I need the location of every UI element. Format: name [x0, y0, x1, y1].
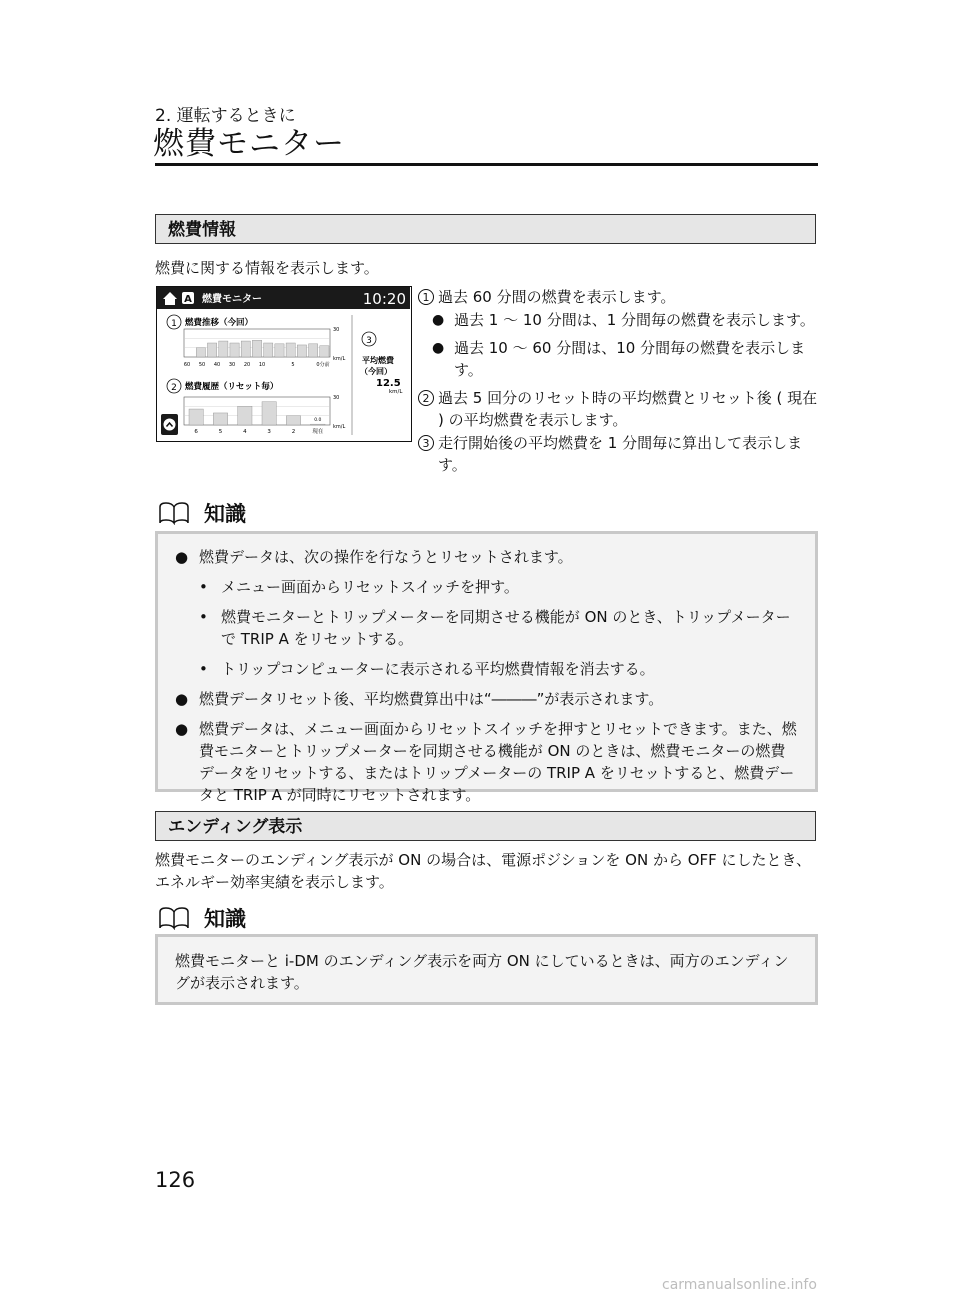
bottom-chart-frame	[184, 397, 330, 425]
bottom-chart-ticks	[194, 427, 323, 435]
knowledge-subbullet	[175, 576, 799, 598]
knowledge-box-2	[155, 934, 818, 1005]
screen-clock: 10:20	[362, 290, 406, 308]
fuel-monitor-illustration	[157, 287, 410, 440]
book-icon	[158, 906, 198, 935]
bottom-tick-label: 3	[267, 429, 271, 435]
bottom-chart-bar	[311, 424, 325, 425]
fuel-info-item	[418, 432, 820, 476]
top-tick-label: 60	[183, 362, 191, 368]
bullet-icon: •	[199, 660, 208, 678]
top-tick-label: 50	[198, 362, 206, 368]
top-chart-label: 燃費推移（今回）	[185, 318, 254, 328]
top-chart-bar	[309, 344, 318, 357]
fuel-info-subitem	[418, 337, 820, 381]
top-unit: km/L	[333, 356, 346, 362]
knowledge-box-1	[155, 531, 818, 804]
top-chart-bar	[196, 348, 205, 357]
bottom-tick-label: 現在	[312, 429, 324, 435]
knowledge-1-list	[175, 546, 799, 806]
knowledge-text: 燃費データリセット後、平均燃費算出中は“―――”が表示されます。	[199, 690, 664, 708]
top-chart-bar	[207, 343, 216, 357]
bottom-chart-bar	[238, 406, 252, 425]
fuel-info-item	[418, 286, 820, 308]
top-chart-plot	[184, 329, 330, 357]
bottom-chart-bar	[286, 416, 300, 425]
knowledge-bullet	[175, 546, 799, 568]
fuel-monitor-screen	[156, 286, 412, 442]
knowledge-heading-1-text: 知識	[204, 502, 246, 526]
top-chart-bar	[275, 344, 284, 357]
ending-text: 燃費モニターのエンディング表示が ON の場合は、電源ポジションを ON から OFF にしたとき、エネルギー効率実績を表示します。	[155, 851, 811, 891]
knowledge-text: トリップコンピューターに表示される平均燃費情報を消去する。	[221, 660, 655, 678]
page-number: 126	[155, 1168, 196, 1192]
subitem-text: 過去 10 〜 60 分間は、10 分間毎の燃費を表示します。	[454, 339, 806, 379]
knowledge-bullet	[175, 688, 799, 710]
bottom-tick-label: 4	[243, 429, 247, 435]
bottom-chart-bar	[213, 413, 227, 425]
current-value-label: 0.0	[314, 418, 322, 423]
knowledge-text: メニュー画面からリセットスイッチを押す。	[221, 578, 519, 596]
page-title: 燃費モニター	[153, 126, 345, 162]
top-chart-bar	[320, 346, 329, 357]
watermark: carmanualsonline.info	[662, 1277, 817, 1293]
fuel-info-subitem	[418, 309, 820, 331]
top-chart-bar	[297, 345, 306, 357]
screen-title: 燃費モニター	[202, 294, 262, 305]
bullet-icon: •	[199, 578, 208, 596]
knowledge-subbullet	[175, 658, 799, 680]
title-rule	[155, 163, 818, 166]
bullet-icon: ●	[432, 312, 445, 328]
item-text: 過去 5 回分のリセット時の平均燃費とリセット後 ( 現在 ) の平均燃費を表示します。	[438, 389, 818, 429]
bullet-icon: •	[199, 608, 208, 626]
section-heading-fuel-info: 燃費情報	[155, 214, 816, 244]
callout-1: 1	[171, 319, 177, 329]
item-text: 過去 60 分間の燃費を表示します。	[438, 288, 676, 306]
avg-value: 12.5	[376, 378, 401, 389]
top-tick-label: 10	[258, 362, 266, 368]
avg-label-1: 平均燃費	[362, 356, 394, 365]
top-tick-label: 20	[243, 362, 251, 368]
bottom-tick-label: 6	[194, 429, 198, 435]
svg-text:A: A	[184, 294, 192, 305]
item-number: 3	[418, 432, 438, 476]
bullet-icon: ●	[175, 690, 189, 708]
bullet-icon: ●	[175, 548, 189, 566]
fuel-info-item	[418, 387, 820, 431]
knowledge-text: 燃費モニターとトリップメーターを同期させる機能が ON のとき、トリップメーターで TRIP A をリセットする。	[221, 608, 791, 648]
app-a-icon	[182, 292, 194, 305]
section-heading-ending: エンディング表示	[155, 811, 816, 841]
knowledge-bullet	[175, 718, 799, 806]
fuel-info-list	[418, 286, 820, 477]
knowledge-heading-1	[158, 498, 246, 530]
bottom-chart-bar	[262, 402, 276, 425]
bottom-tick-label: 2	[291, 429, 296, 435]
top-chart-bar	[241, 341, 250, 357]
callout-3: 3	[366, 336, 372, 346]
top-tick-label: 40	[213, 362, 221, 368]
chapter-label: 2. 運転するときに	[155, 106, 296, 126]
knowledge-text: 燃費データは、次の操作を行なうとリセットされます。	[199, 548, 573, 566]
top-scale-max: 30	[333, 327, 340, 333]
knowledge-heading-2	[158, 903, 246, 935]
top-tick-label: 0分前	[316, 362, 330, 368]
knowledge-heading-2-text: 知識	[204, 907, 246, 931]
item-text: 走行開始後の平均燃費を 1 分間毎に算出して表示します。	[438, 434, 803, 474]
top-chart-bar	[230, 343, 239, 357]
top-chart-bar	[264, 343, 273, 357]
bottom-chart-bar	[189, 409, 203, 425]
callout-2: 2	[171, 383, 177, 393]
top-tick-label: 5	[291, 362, 295, 368]
top-chart-bar	[219, 341, 228, 357]
bottom-scale-max: 30	[333, 395, 340, 401]
bullet-icon: ●	[432, 340, 445, 356]
knowledge-subbullet	[175, 606, 799, 650]
avg-unit: km/L	[389, 389, 403, 395]
knowledge-text: 燃費データは、メニュー画面からリセットスイッチを押すとリセットできます。また、燃費モニターとトリップメーターを同期させる機能が ON のときは、燃費モニターの燃費データをリセットする、またはトリップメーターの TRIP A をリセットすると、燃費データと TRIP A が同時にリセットされます。	[199, 720, 797, 804]
avg-label-2: （今回）	[360, 367, 392, 376]
top-chart-ticks	[184, 361, 330, 368]
item-number: 2	[418, 387, 438, 431]
top-tick-label: 30	[228, 362, 236, 368]
bottom-chart-plot	[184, 397, 330, 425]
book-icon	[158, 501, 198, 530]
fuel-info-intro: 燃費に関する情報を表示します。	[155, 259, 379, 277]
bottom-tick-label: 5	[218, 429, 223, 435]
knowledge-2-text: 燃費モニターと i-DM のエンディング表示を両方 ON にしているときは、両方のエンディングが表示されます。	[175, 952, 789, 992]
bottom-unit: km/L	[333, 424, 346, 430]
bottom-chart-label: 燃費履歴（リセット毎）	[185, 382, 279, 392]
bullet-icon: ●	[175, 720, 189, 738]
subitem-text: 過去 1 〜 10 分間は、1 分間毎の燃費を表示します。	[454, 311, 815, 329]
top-chart-bar	[252, 340, 261, 357]
item-number: 1	[418, 286, 438, 308]
top-chart-bar	[286, 343, 295, 357]
scroll-up-icon	[161, 414, 178, 435]
